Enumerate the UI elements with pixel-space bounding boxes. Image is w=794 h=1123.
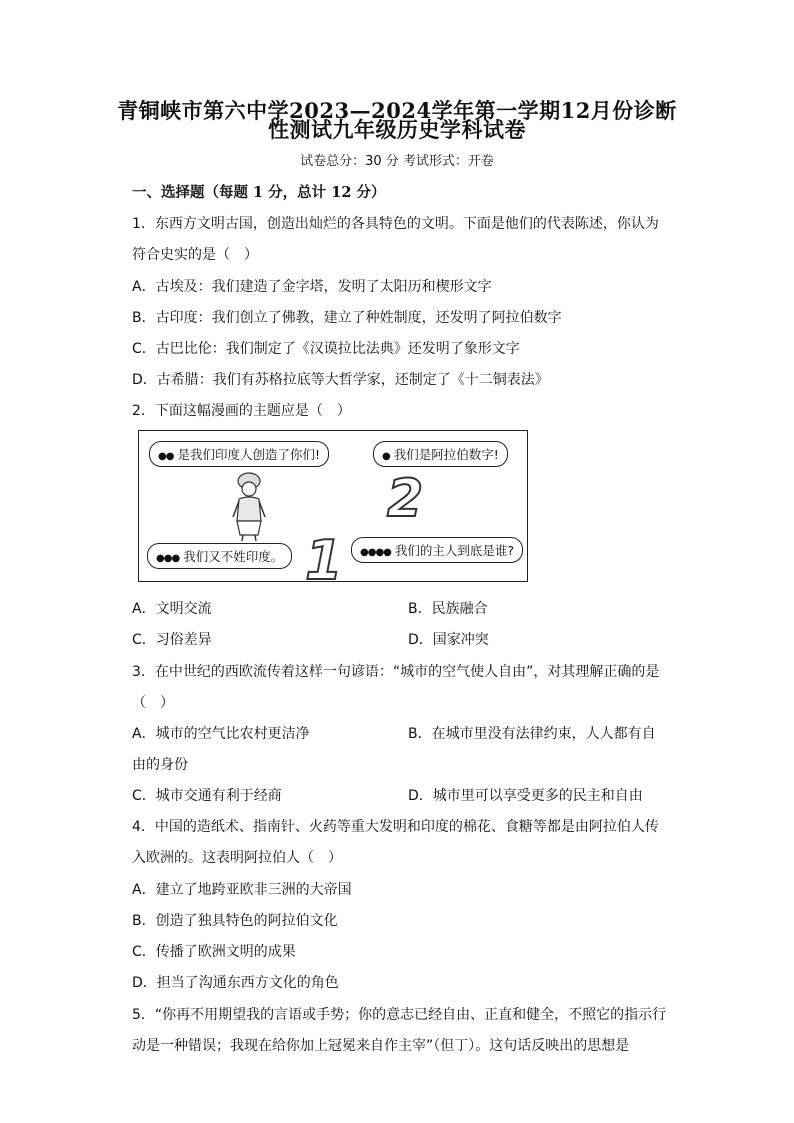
q4-option-b: B．创造了独具特色的阿拉伯文化 [132, 913, 338, 929]
comic-image [138, 430, 528, 592]
comic-bubble-indian [149, 441, 329, 467]
comic-bubble-indian-text: 是我们印度人创造了你们! [177, 447, 320, 462]
numeral-two: 2 [387, 469, 424, 529]
q3-option-b-line1: B．在城市里没有法律约束，人人都有自 [408, 726, 656, 742]
q3-stem-line1: 3．在中世纪的西欧流传着这样一句谚语：“城市的空气使人自由”，对其理解正确的是 [132, 664, 660, 680]
comic-bubble-not-indian [147, 543, 292, 569]
q1-stem-line2: 符合史实的是（ ） [132, 247, 258, 263]
q3-option-c: C．城市交通有利于经商 [132, 788, 282, 804]
q1-option-b: B．古印度：我们创立了佛教，建立了种姓制度，还发明了阿拉伯数字 [132, 310, 562, 326]
speaker-dots-icon: ● [382, 451, 390, 462]
speaker-dots-icon: ●●● [156, 553, 180, 564]
q4-stem-line1: 4．中国的造纸术、指南针、火药等重大发明和印度的棉花、食糖等都是由阿拉伯人传 [132, 819, 659, 835]
comic-bubble-owner-text: 我们的主人到底是谁? [394, 543, 515, 558]
q3-stem-line2: （ ） [132, 695, 174, 711]
q5-stem-line2: 动是一种错误；我现在给你加上冠冕来自作主宰”（但丁）。这句话反映出的思想是 [132, 1038, 630, 1054]
speaker-dots-icon: ●●●● [360, 547, 391, 558]
q4-option-d: D．担当了沟通东西方文化的角色 [132, 975, 339, 991]
speaker-dots-icon: ●● [158, 451, 174, 462]
q3-option-b-line2: 由的身份 [132, 757, 188, 773]
q3-option-d: D．城市里可以享受更多的民主和自由 [408, 788, 643, 804]
q1-stem-line1: 1．东西方文明古国，创造出灿烂的各具特色的文明。下面是他们的代表陈述，你认为 [132, 216, 659, 232]
comic-bubble-owner [351, 537, 523, 563]
q2-stem: 2．下面这幅漫画的主题应是（ ） [132, 403, 351, 419]
q2-option-a: A．文明交流 [132, 601, 212, 617]
section-heading: 一、选择题（每题 1 分，总计 12 分） [132, 184, 386, 201]
comic-bubble-arabic [373, 441, 508, 467]
q4-stem-line2: 入欧洲的。这表明阿拉伯人（ ） [132, 850, 342, 866]
indian-figure-icon [227, 471, 271, 543]
q2-option-b: B．民族融合 [408, 601, 488, 617]
numeral-one: 1 [305, 529, 343, 592]
exam-title-line1: 青铜峡市第六中学2023—2024学年第一学期12月份诊断 [117, 98, 677, 123]
q2-option-c: C．习俗差异 [132, 632, 212, 648]
comic-bubble-arabic-text: 我们是阿拉伯数字! [393, 447, 499, 462]
q5-stem-line1: 5．“你再不用期望我的言语或手势；你的意志已经自由、正直和健全，不照它的指示行 [132, 1007, 667, 1023]
q1-option-a: A．古埃及：我们建造了金字塔，发明了太阳历和楔形文字 [132, 279, 492, 295]
exam-subtitle: 试卷总分：30 分 考试形式：开卷 [300, 154, 494, 169]
comic-bubble-not-indian-text: 我们又不姓印度。 [183, 549, 284, 564]
q4-option-a: A．建立了地跨亚欧非三洲的大帝国 [132, 882, 352, 898]
q2-option-d: D．国家冲突 [408, 632, 489, 648]
q3-option-a: A．城市的空气比农村更洁净 [132, 726, 310, 742]
q4-option-c: C．传播了欧洲文明的成果 [132, 944, 296, 960]
q1-option-d: D．古希腊：我们有苏格拉底等大哲学家，还制定了《十二铜表法》 [132, 372, 549, 388]
q1-option-c: C．古巴比伦：我们制定了《汉谟拉比法典》还发明了象形文字 [132, 341, 520, 357]
exam-title-line2: 性测试九年级历史学科试卷 [268, 117, 526, 142]
